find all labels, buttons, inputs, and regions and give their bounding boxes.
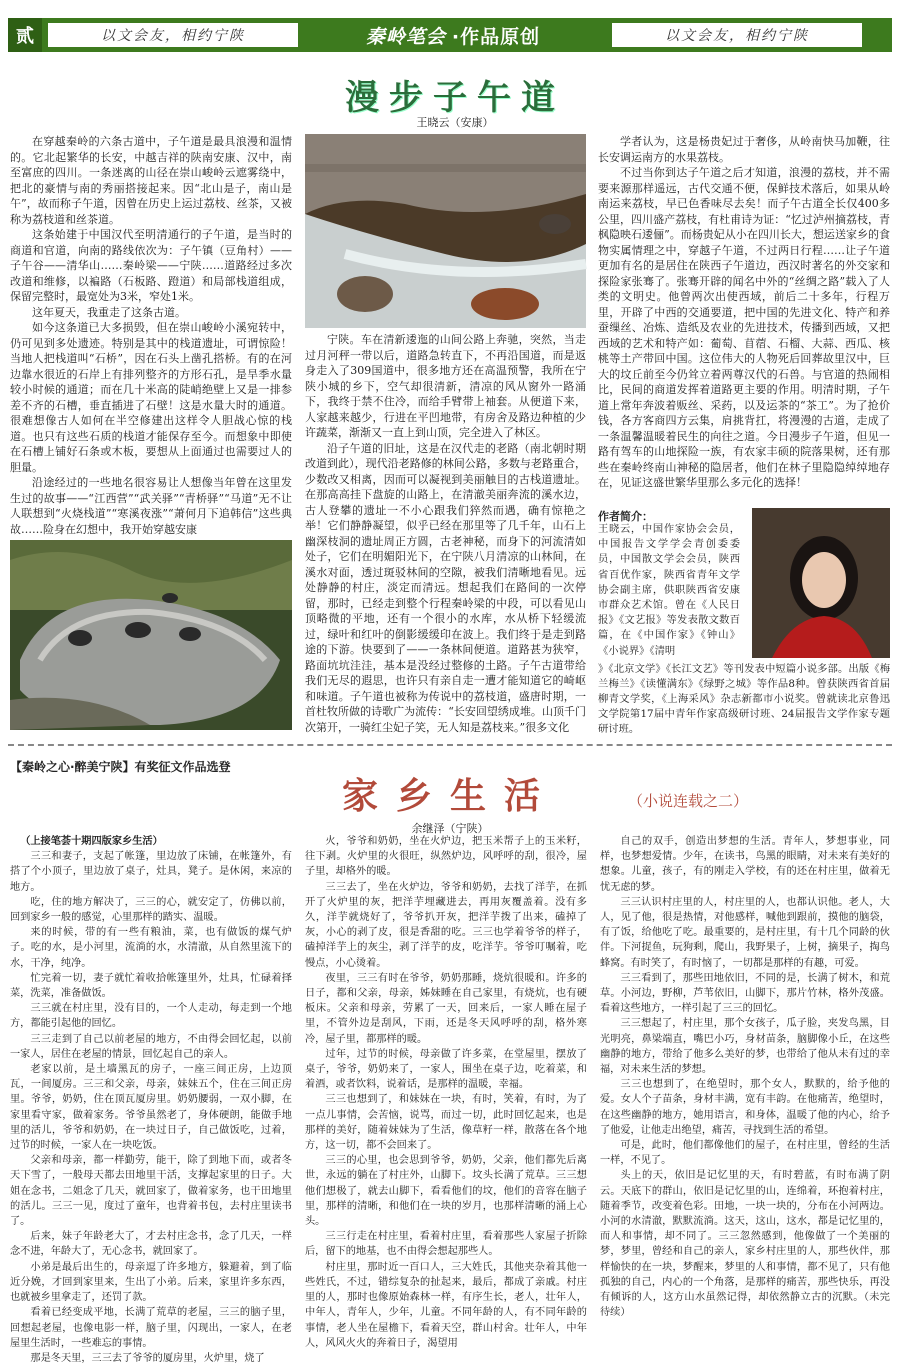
paragraph: 那是冬天里，三三去了爷爷的厦房里，火炉里，烧了 [30, 1352, 265, 1364]
paragraph: 火，爷爷和奶奶，坐在火炉边，把玉米帮子上的玉米籽，往下剥。火炉里的火很旺，纵然炉边，风呼呼的刮，很冷，屋子里，却格外的暖。 [305, 836, 587, 878]
paragraph: 夜里，三三有时在爷爷，奶奶那睡，烧炕很暖和。许多的日子，都和父亲，母亲，姊妹睡在自己家里，有烧炕，也有硬板床。父亲和母亲，劳累了一天，回来后，一家人睡在屋子里，不管外边是刮风，下雨，还是冬天风呼呼的刮，格外寒冷，屋子里，都那样的暖。 [305, 972, 587, 1045]
paragraph: 三三也想到了，在绝望时，那个女人，默默的，给予他的爱。女人个子苗条，身材丰满，宽有丰韵。在他痛苦，绝望时，在这些幽静的地方，她用语言，和身体，温暖了他的内心，给予了他爱，让他走出绝望，痛苦，寻找到生活的希望。 [600, 1079, 890, 1136]
article2-title: 家乡生活 [341, 775, 558, 817]
article1-column-1 [10, 134, 292, 534]
section-header-band [8, 18, 892, 52]
bio-text-continued: 》《北京文学》《长江文艺》等刊发表中短篇小说多部。出版《梅兰梅兰》《读懂满东》《绿野之城》等作品8种。曾获陕西省首届柳青文学奖，《上海采风》杂志新都市小说奖。曾就读北京鲁迅文学院第17届中青年作家高级研讨班、24届报告文学作家专题研讨班。 [598, 663, 890, 735]
paragraph: 自己的双手，创造出梦想的生活。青年人，梦想事业，同样，也梦想爱情。少年，在读书，鸟黑的眼睛，对未来有美好的想象。儿童，孩子，有的刚走入学校，有的还在村庄里，做着无忧无虑的梦。 [600, 836, 890, 893]
paragraph: 沿子午道的旧址，这是在汉代走的老路（南北朝时期改道到此），现代沿老路修的林间公路，多数与老路重合，少数改又相离，因而可以凝视到美丽触目的古栈道遗址。在那高高挂下盘旋的山路上，在清澈美丽奔流的溪水边，古人登攀的遗址一不小心跟我们猝然而遇，确有惊艳之举！它们静静凝望，似乎已经在那里等了几千年，山石上幽深枝洞的遗址周正方圆，古老神秘，而身下的河流清如处子，它们在明媚阳光下，在宁陕八月清凉的山林间，在溪水对面，透过斑驳林间的空隙，被我们清晰地看见。远处静静的村庄，淡定而清远。想起我们在路间的一次停留，那时，已经走到整个行程秦岭梁的中段，可以看见山顶略微的平地，还有一个很小的水库，水从桥下轻缓流过，绿叶和红叶的倒影缓缓印在波上。我们终于是走到路途的下游。快要到了——一条林间便道。道路甚为狭窄，路面坑坑洼洼，基本是没经过整修的土路。子午古道带给我们无尽的遐思，也许只有亲自走一遭才能知道它的崎岖和味道。子午道也被称为传说中的荔枝道，盛唐时期，一首杜牧所做的诗歌广为流传：“长安回望绣成堆。山顶千门次第开，一骑红尘妃子笑，无人知是荔枝来。”很多文化 [305, 441, 586, 734]
paragraph: 父亲和母亲，都一样勤劳，能干，除了到地下而，或者冬天下雪了，一般母天都去田地里干活，支撑起家里的日子。大姐在念书，二姐念了几天，就回家了，做着家务，也干田地里的活儿。三三一见，度过了童年，也背着书包，去村庄里读书了。 [10, 1155, 292, 1228]
paragraph: 三三和妻子，支起了帐篷，里边放了床铺，在帐篷外，有搭了个小顶子，里边放了桌子，灶具，凳子。是休闲，来凉的地方。 [10, 851, 292, 893]
author-portrait-graphic [752, 508, 890, 658]
page-number: 贰 [8, 18, 42, 52]
article2-column-2 [305, 834, 587, 1349]
section-divider [8, 744, 892, 746]
paragraph: 村庄里，那时近一百口人，三大姓氏，其他夹杂着其他一些姓氏，不过，错综复杂的扯起来，最后，都成了亲戚。村庄里的人，那时也像原始森林一样，有序生长，老人，壮年人，中年人，青年人，少年，儿童。不同年龄的人，有不同年龄的事情，老人坐在屋檐下，看着天空，群山村舍。壮年人，中年人，风风火火的奔着日子，渴望用 [305, 1261, 587, 1349]
article1-author: 王晓云（安康） [416, 116, 494, 129]
bio-heading: 作者简介： [598, 510, 653, 523]
paragraph: 三三也想到了，和妹妹在一块，有时，笑着，有时，为了一点儿事情，会苦恼，说骂，而过一切，此时回忆起来，也是那样的美好，随着妹妹为了生活，像草籽一样，散落在各个地方，这一切，都不会回来了。 [305, 1094, 587, 1152]
paragraph: 三三行走在村庄里，看着村庄里，看着那些人家屋子折除后，留下的地基，也不由得会想起那些人。 [305, 1231, 587, 1258]
paragraph: 老家以前，是土墙黑瓦的房子，一座三间正房，上边顶瓦，一间厦房。三三和父亲，母亲，妹妹五个，住在三间正房里。爷爷，奶奶，住在顶瓦厦房里。奶奶腰弱，一双小脚，在家里看守家，做着家务。爷爷虽然老了，身体硬朗，能做手地里的活儿，爷爷和奶奶，在一块过日子，自己做饭吃，过着，过节的时候，一家人在一块吃饭。 [10, 1064, 292, 1152]
continuation-note: （上接笔荟十期四版家乡生活） [20, 836, 163, 847]
paragraph: 来的时候，带的有一些有粮油，菜，也有做饭的煤气炉子。吃的水，是小河里，流淌的水，水清澈，从自然里流下的水，干净，纯净。 [10, 927, 292, 969]
paragraph: 宁陕。车在清新逶迤的山间公路上奔驰，突然，当走过月河秤一带以后，道路急转直下，不再沿国道，而是返身走入了309国道中，很多地方还在高温预警，我所在宁陕小城的乡下，空气却很清新，清凉的风从窗外一路涌下，我终于禁不住冷，而给手臂带上袖套。从便道下来，人家越来越少，行进在平凹地带，有房舍及路边种植的少许蔬菜，渐渐又一直上到山顶，完全进入了林区。 [305, 333, 586, 439]
paragraph: 过年，过节的时候，母亲做了许多菜，在堂屋里，摆放了桌子，爷爷，奶奶来了，一家人，围坐在桌子边，吃着菜，和着酒，或者饮料，说着话，是那样的温暖，幸福。 [305, 1048, 587, 1091]
article2-column-1 [10, 834, 292, 1364]
section-title [308, 18, 598, 52]
paragraph: 这条始建于中国汉代至明清通行的子午道，是当时的商道和官道，向南的路线依次为：子午镇（豆角村）——子午谷——清华山……秦岭梁——宁陕……道路经过多次改道和维修，以褊路（石板路、蹬道）和局部栈道组成，保留完整时，最宽处为3米，窄处1米。 [10, 228, 292, 303]
paragraph: 三三去了，坐在火炉边，爷爷和奶奶，去找了洋芋，在抓开了火炉里的灰，把洋芋埋藏进去，再用灰覆盖着。没有多久，洋芋就烧好了，爷爷扒开灰，把洋芋拨了出来，磕掉了灰，小心的剥了皮，很是香甜的吃。三三也学着爷爷的样子，磕掉洋芋上的灰尘，剥了洋芋的皮，吃洋芋。爷爷叮嘱着，吃慢点，小心烫着。 [305, 881, 587, 969]
section-script: 秦岭笔会 [365, 25, 446, 48]
author-portrait [752, 508, 890, 658]
article1-title: 漫步子午道 [345, 78, 565, 118]
section-title-text: ·作品原创 [451, 25, 541, 48]
paragraph: 在穿越秦岭的六条古道中，子午道是最具浪漫和温情的。它北起繁华的长安，中越吉祥的陕南安康、汉中，南至富庶的四川。一条迷离的山径在崇山峻岭云遮雾绕中，把北的豪情与南的秀丽搭接起来。因“北山是子，南山是午”，故而称子午道，因曾在历史上运过荔枝、丝茶，又被称为荔枝道和丝茶道。 [10, 135, 292, 226]
stream-photo [305, 134, 586, 328]
paragraph: 后来，妹子年龄老大了，才去村庄念书，念了几天，一样念不进，年龄大了，无心念书，就回家了。 [10, 1231, 292, 1258]
stream-photo-graphic [305, 134, 586, 328]
paragraph: 三三的心里，也会思到爷爷，奶奶，父亲，他们都先后离世，永远的躺在了村庄外，山脚下。坟头长满了荒草。三三想他们想极了，就去山脚下，看看他们的坟，他们的音容在脑子里，那样的清晰，和他们在一块的岁月，也那样清晰的涌上心头。 [305, 1155, 587, 1228]
rock-photo-graphic [10, 540, 292, 730]
bio-text: 王晓云，中国作家协会会员，中国报告文学学会青创委委员，中国散文学会会员，陕西省百优作家，陕西省青年文学协会副主席，供职陕西省安康市群众艺术馆。曾在《人民日报》《文艺报》等发表散文数百篇，在《中国作家》《钟山》《小说界》《清明 [598, 523, 740, 657]
article2-subtitle: （小说连载之二） [628, 792, 749, 810]
paragraph: 三三就在村庄里，没有目的，一个人走动，每走到一个地方，都能引起他的回忆。 [10, 1003, 292, 1030]
rock-photo [10, 540, 292, 730]
paragraph: 可是，此时，他们都像他们的屋子，在村庄里，曾经的生活一样，不见了。 [600, 1140, 890, 1167]
paragraph: 三三看到了，那些田地依旧，不同的是，长满了树木，和荒草。小河边，野柳，芦苇依旧，山脚下，那片竹林，格外茂盛。看着这些地方，一样引起了三三的回忆。 [600, 972, 890, 1015]
paragraph: 三三想起了，村庄里，那个女孩子，瓜子脸，夹发鸟黑，目光明亮，鼻梁端直，嘴巴小巧，身材苗条，脑脚像小丘，在这些幽静的地方，带给了他多么美好的梦，也带给了他从未有过的幸福，对未来生活的梦想。 [600, 1018, 890, 1076]
paragraph: 吃，住的地方解决了，三三的心，就安定了，仿佛以前，回到家乡一般的感觉，心里那样的踏实、温暖。 [10, 896, 292, 924]
article1-column-3 [598, 134, 890, 506]
article2-column-3 [600, 834, 890, 1334]
paragraph: 小弟是最后出生的，母亲逗了许多地方，躲避着，到了临近分娩，才回到家里来，生出了小弟。后来，家里许多东西，也就被乡里拿走了，还罚了款。 [10, 1261, 292, 1304]
paragraph: 学者认为，这是杨贵妃过于奢侈，从岭南快马加鞭，往长安调运南方的水果荔枝。 [598, 135, 890, 164]
paragraph: 看着已经变成平地，长满了荒草的老屋，三三的脑子里，回想起老屋，也像电影一样，脑子里，闪现出，一家人，在老屋里生活时，一些难忘的事情。 [10, 1307, 292, 1349]
paragraph: 头上的天，依旧是记忆里的天，有时碧蓝，有时布满了阴云。天底下的群山，依旧是记忆里的山，连绵着，环抱着村庄，随着季节，改变着色彩。田地，一块一块的，分布在小河两边。小河的水清澈，默默流淌。这天，这山，这水，都是记忆里的，而人和事情，却不同了。三三忽然感到，他像做了一个美丽的梦，梦里，曾经和自己的亲人，家乡村庄里的人，那些伙伴，那样愉快的在一块，梦醒来，梦里的人和事情，都不见了，只有他孤独的自己，内心的一个角落，是那样的痛苦，那些快乐，再没有倾诉的人，这方山水虽然记得，却依然静立古的沉默。（未完待续） [600, 1170, 890, 1319]
paragraph: 如今这条道已大多损毁，但在崇山峻岭小溪宛转中，仍可见到多处遗迹。特别是其中的栈道遗址，可谓惊险！当地人把栈道叫“石桥”，因在石头上凿孔搭桥。有的在河边靠水很近的石岸上有排列整齐的方形石孔，是旱季水量较小时候的通道；而在几十米高的陡峭绝壁上又是一排参差不齐的石槽，垂直插进了石壁！这是水量大时的通道。很难想像古人如何在半空修建出这样令人胆战心惊的栈道。也只有这些石质的栈道才能保存至今。而想象中即使在石槽上铺好石条或木板，要想从上面通过也需要过人的胆量。 [10, 321, 292, 474]
paragraph: 这年夏天，我重走了这条古道。 [32, 305, 186, 319]
paragraph: 忙完着一切，妻子就忙着收拾帐篷里外，灶具，忙碌着择菜，洗菜，准备做饭。 [10, 972, 292, 1000]
paragraph: 三三走到了自己以前老屋的地方，不由得会回忆起，以前一家人，居住在老屋的情景，回忆起自己的亲人。 [10, 1033, 292, 1060]
article1-column-2 [305, 332, 586, 734]
paragraph: 三三认识村庄里的人，村庄里的人，也都认识他。老人，大人，见了他，很是热情，对他感样，喊他到跟前，摸他的脑袋，有了饭，给他吃了吃。最重要的，是村庄里，有十几个同龄的伙伴。下河捉鱼，玩狗剩，爬山，我野果子，上树，摘果子，掏鸟蜂窝。有时笑了，有时恼了，一切都是那样的有趣，可爱。 [600, 896, 890, 969]
paragraph: 沿途经过的一些地名很容易让人想像当年曾在这里发生过的故事——“江西营”“武关驿”“青桥驿”“马道”无不让人联想到“火烧栈道”“寒溪夜涨”“萧何月下追韩信”这些典故……险身在幻想中，我开始穿越安康 [10, 476, 292, 536]
paragraph: 不过当你到达子午道之后才知道，浪漫的荔枝，并不需要来源那样遥远，古代交通不便，保鲜技术落后，如果从岭南运来荔枝，早已色香味尽去矣！而子午古道全长仅400多公里，四川盛产荔枝，有杜甫诗为证：“忆过泸州摘荔枝，青枫隐映石逶俪”。而杨贵妃从小在四川长大，想运送家乡的食物实属情理之中，穿越子午道，不过两日行程……让子午道更加有名的是居住在陕西子午道边，西汉时著名的外交家和探险家张骞了。张骞开辟的闻名中外的“丝绸之路”载入了人类的文明史。他曾两次出使西域，前后二十多年，行程万里，开辟了中西的交通要道，把中国的先进文化、特产和养蚕缫丝、冶炼、造纸及农业的先进技术，传播到西域，又把西域的艺术和特产如：葡萄、苜蓿、石榴、大蒜、西瓜、核桃等土产带回中国。这位伟大的人物死后回葬故里汉中，巨大的坟丘前至今仍耸立着两尊汉代的石兽。与官道的热闹相比，民间的商道发挥着道路更主要的作用。明清时期，子午道上常年奔波着贩丝、采药，以及运茶的“茶工”。为了抢价钱，各方客商四方云集，肩挑背扛，将漫漫的古道，走成了一条温馨温暖着民生的向往之道。今日漫步子午道，但见一路有驾车的山地探险一族，有农家丰硕的院落果树，还有那些在秦岭终南山神秘的隐居者，他们在林子里隐隐绰绰地存在，见证这盛世繁华里那么多元化的选择！ [598, 166, 890, 489]
contest-tagline: 【秦岭之心·醉美宁陕】有奖征文作品选登 [10, 760, 231, 774]
slogan-left: 以文会友，相约宁陕 [48, 23, 298, 47]
article2-author: 余继泽（宁陕） [411, 822, 489, 835]
slogan-right: 以文会友，相约宁陕 [612, 23, 862, 47]
